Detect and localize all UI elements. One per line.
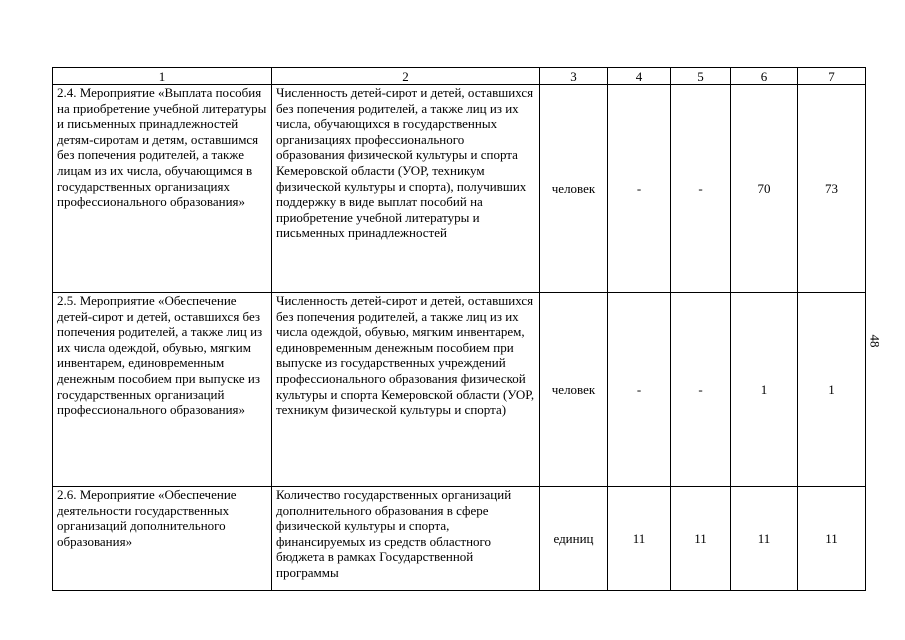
header-cell-3: 3	[540, 68, 608, 85]
value-cell-5: 11	[671, 487, 731, 591]
value-cell-7: 11	[798, 487, 866, 591]
activity-cell: 2.4. Мероприятие «Выплата пособия на приобретение учебной литературы и письменных принадлежностей детям-сиротам и детям, оставшимся без попечения родителей, а также лицам из их числа, обучающимся в государственных организациях профессионального образования»	[53, 85, 272, 293]
header-cell-6: 6	[731, 68, 798, 85]
value-cell-5: -	[671, 293, 731, 487]
unit-cell: человек	[540, 85, 608, 293]
header-cell-7: 7	[798, 68, 866, 85]
header-cell-1: 1	[53, 68, 272, 85]
header-cell-2: 2	[272, 68, 540, 85]
value-cell-7: 73	[798, 85, 866, 293]
value-cell-7: 1	[798, 293, 866, 487]
indicator-cell: Количество государственных организаций дополнительного образования в сфере физической культуры и спорта, финансируемых из средств областного бюджета в рамках Государственной программы	[272, 487, 540, 591]
value-cell-4: -	[608, 85, 671, 293]
value-cell-4: -	[608, 293, 671, 487]
value-cell-6: 11	[731, 487, 798, 591]
value-cell-6: 70	[731, 85, 798, 293]
activity-cell: 2.5. Мероприятие «Обеспечение детей-сирот и детей, оставшихся без попечения родителей, а также лиц из их числа одеждой, обувью, мягким инвентарем, единовременным денежным пособием при выпуске из государственных организаций профессионального образования»	[53, 293, 272, 487]
header-row	[53, 68, 866, 85]
data-table	[52, 67, 866, 591]
table-row	[53, 293, 866, 487]
activity-cell: 2.6. Мероприятие «Обеспечение деятельности государственных организаций дополнительного образования»	[53, 487, 272, 591]
indicator-cell: Численность детей-сирот и детей, оставшихся без попечения родителей, а также лиц из их числа одеждой, обувью, мягким инвентарем, единовременным денежным пособием при выпуске из государственных учреждений профессионального образования физической культуры и спорта Кемеровской области (УОР, техникум физической культуры и спорта)	[272, 293, 540, 487]
table-row	[53, 85, 866, 293]
value-cell-4: 11	[608, 487, 671, 591]
header-cell-5: 5	[671, 68, 731, 85]
page-number: 48	[867, 334, 883, 348]
value-cell-6: 1	[731, 293, 798, 487]
value-cell-5: -	[671, 85, 731, 293]
indicator-cell: Численность детей-сирот и детей, оставшихся без попечения родителей, а также лиц из их числа, обучающихся в государственных организациях профессионального образования физической культуры и спорта Кемеровской области (УОР, техникум физической культуры и спорта), получивших поддержку в виде выплат пособий на приобретение учебной литературы и письменных принадлежностей	[272, 85, 540, 293]
table-row	[53, 487, 866, 591]
header-cell-4: 4	[608, 68, 671, 85]
unit-cell: человек	[540, 293, 608, 487]
unit-cell: единиц	[540, 487, 608, 591]
